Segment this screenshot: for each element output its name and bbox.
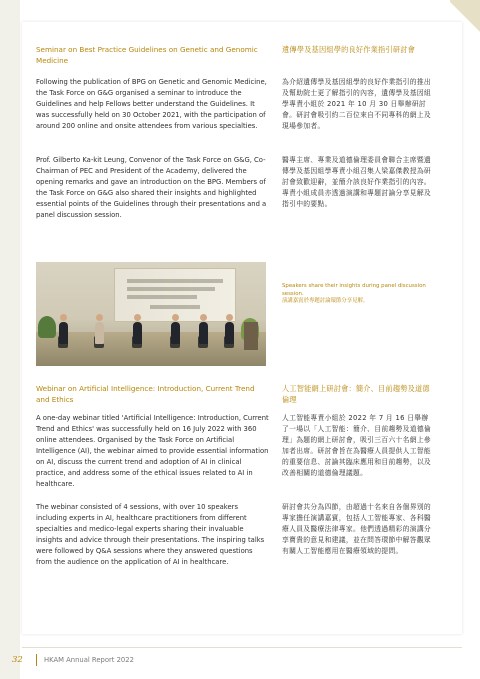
footer-rule — [22, 647, 462, 648]
panel-discussion-photo — [36, 262, 266, 366]
photo-caption — [282, 283, 432, 306]
section2-para2-zh: 研討會共分為四節，由超過十名來自各個界別的專家擔任演講嘉賓，包括人工智能專家、各科醫療人員及醫療法律專家。他們透過精彩的演講分享寶貴的意見和建議，並在問答環節中解答觀眾有關人工智能應用在醫療領域的提問。 — [282, 503, 432, 555]
section2-para2-en: The webinar consisted of 4 sessions, with over 10 speakers including experts in AI, healthcare practitioners from different specialties and medico-legal experts sharing their invaluable insights and advice through their presentations. The inspiring talks were followed by Q&A sessions where they answered questions from the audience on the application of AI in healthcare. — [36, 503, 265, 566]
section2-heading-zh: 人工智能網上研討會：簡介、目前趨勢及道德倫理 — [282, 384, 430, 404]
photo-caption-zh: 演講嘉賓於專題討論環節分享見解。 — [282, 298, 369, 304]
footer-separator — [36, 654, 37, 666]
section1-para2-en: Prof. Gilberto Ka-kit Leung, Convenor of the Task Force on G&G, Co-Chairman of PEC and President of the Academy, delivered the opening remarks and gave an introduction on the BPG. Members of the Task Force on G&G also shared their insights and highlighted essential points of the Guidelines through their presentations and a panel discussion session. — [36, 156, 267, 219]
footer-report-title: HKAM Annual Report 2022 — [44, 656, 134, 664]
section1-para1-zh: 為介紹遺傳學及基因組學的良好作業指引的推出及幫助院士更了解指引的內容，遺傳學及基因組學專責小組於 2021 年 10 月 30 日舉辦研討會。研討會吸引約二百位來自不同專科的網上及現場參加者。 — [282, 78, 432, 130]
page-number: 32 — [12, 655, 23, 665]
section1-para1-en: Following the publication of BPG on Genetic and Genomic Medicine, the Task Force on G&G organised a seminar to introduce the Guidelines and help Fellows better understand the Guidelines. It was successfully held on 30 October 2021, with the participation of around 200 online and onsite attendees from various specialties. — [36, 78, 267, 130]
plant-left — [38, 316, 56, 338]
section2-para1-zh: 人工智能專責小組於 2022 年 7 月 16 日舉辦了一場以「人工智能：簡介、目前趨勢及道德倫理」為題的網上研討會，吸引三百六十名網上參加者出席。研討會旨在為醫療人員提供人工智能的重要信息、討論其臨床應用和目前趨勢，以及改善相關的道德倫理議題。 — [282, 414, 432, 477]
section2-heading-en: Webinar on Artificial Intelligence: Introduction, Current Trend and Ethics — [36, 384, 255, 404]
page-side-band — [0, 0, 20, 679]
page-footer — [0, 640, 480, 679]
section1-heading-zh: 遺傳學及基因組學的良好作業指引研討會 — [282, 45, 415, 54]
section2-para1-en: A one-day webinar titled 'Artificial Intelligence: Introduction, Current Trend and Ethics' was successfully held on 16 July 2022 with 360 online attendees. Organised by the Task Force on Artificial Intelligence (AI), the webinar aimed to provide essential information on AI, discuss the current trend and adoption of AI in clinical practice, and address some of the ethical issues related to AI in healthcare. — [36, 414, 269, 488]
section1-para2-zh: 醫專主席、專業及道德倫理委員會聯合主席暨遺傳學及基因組學專責小組召集人梁嘉傑教授為研討會致歡迎辭，並簡介該良好作業指引的內容。專責小組成員亦透過演講和專題討論分享見解及指引中的要點。 — [282, 156, 432, 208]
section1-heading-en: Seminar on Best Practice Guidelines on Genetic and Genomic Medicine — [36, 45, 258, 65]
photo-caption-en: Speakers share their insights during panel discussion session. — [282, 283, 426, 297]
podium — [244, 322, 258, 350]
